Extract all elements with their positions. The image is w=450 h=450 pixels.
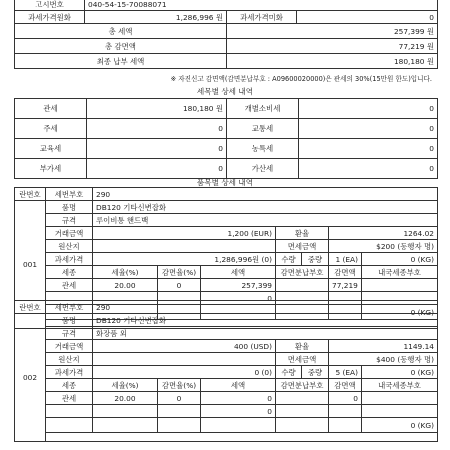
tax-label: 교육세 (15, 139, 87, 159)
tax-row-gambun (276, 418, 329, 433)
tax-label: 교통세 (227, 119, 299, 139)
tax-row-naegook (362, 405, 438, 418)
gwase-value: 0 (0) (93, 366, 276, 379)
hwan-label: 환율 (276, 227, 329, 240)
naegook-header: 내국세종부호 (362, 379, 438, 392)
jung-label: 중량 (302, 366, 329, 379)
ranno-value: 002 (15, 314, 46, 442)
tax-label: 부가세 (15, 159, 87, 179)
pum-label: 품명 (46, 201, 93, 214)
naegook-header: 내국세종부호 (362, 266, 438, 279)
tax-row-seyul (93, 405, 158, 418)
tax-row-sejong: 관세 (46, 279, 93, 292)
tax-row-naegook (362, 279, 438, 292)
tax-row-seaek: 0 (201, 292, 276, 305)
tax-value: 0 (87, 119, 227, 139)
tax-row-gamaek (329, 405, 362, 418)
gwase-label: 과세가격 (46, 366, 93, 379)
seyul-header: 세율(%) (93, 266, 158, 279)
tax-row-gamaek (329, 418, 362, 433)
gyu-label: 규격 (46, 327, 93, 340)
tax-row-sejong (46, 418, 93, 433)
hwan-label: 환율 (276, 340, 329, 353)
pum-value: DB120 기타신변잡화 (93, 201, 438, 214)
tax-detail-title: 세목별 상세 내역 (196, 87, 254, 96)
notice-label: 고시번호 (15, 0, 85, 11)
seaek-header: 세액 (201, 379, 276, 392)
hwan-value: 1149.14 (329, 340, 438, 353)
sebun-label: 세번부호 (46, 301, 93, 314)
tax-row-naegook: 0 (KG) (362, 418, 438, 433)
tax-value: 180,180 원 (87, 99, 227, 119)
suryang-label: 수량 (276, 253, 302, 266)
tax-row-naegook (362, 392, 438, 405)
gamaek-header: 감면액 (329, 266, 362, 279)
seaek-header: 세액 (201, 266, 276, 279)
tax-value: 0 (87, 159, 227, 179)
tax-row-seyul (93, 418, 158, 433)
gwase-label: 과세가격 (46, 253, 93, 266)
tax-row-gamyul: 0 (158, 392, 201, 405)
tax-row-sejong (46, 405, 93, 418)
won-value (93, 240, 276, 253)
georae-label: 거래금액 (46, 227, 93, 240)
tax-row-seaek: 0 (201, 405, 276, 418)
gwase-value: 1,286,996원 (0) (93, 253, 276, 266)
tax-row-sejong: 관세 (46, 392, 93, 405)
taxable-krw-value: 1,286,996 원 (85, 11, 227, 24)
ranno-header: 란번호 (15, 188, 46, 201)
item-table-002 (14, 300, 438, 442)
tax-label: 가산세 (227, 159, 299, 179)
tax-value: 0 (299, 119, 438, 139)
myeon-value: $400 (동행자 명) (329, 353, 438, 366)
tax-value: 0 (299, 159, 438, 179)
total-reduction-label: 총 감면액 (15, 39, 227, 54)
georae-label: 거래금액 (46, 340, 93, 353)
gamaek-header: 감면액 (329, 379, 362, 392)
total-tax-value: 257,399 원 (227, 24, 438, 39)
gyu-label: 규격 (46, 214, 93, 227)
tax-label: 개별소비세 (227, 99, 299, 119)
tax-value: 0 (299, 99, 438, 119)
tax-row-seaek (201, 418, 276, 433)
item-spacer (46, 433, 438, 442)
sebun-value: 290 (93, 188, 438, 201)
gamyul-header: 감면율(%) (158, 266, 201, 279)
sebun-label: 세번부호 (46, 188, 93, 201)
tax-row-seyul: 20.00 (93, 392, 158, 405)
won-label: 원산지 (46, 353, 93, 366)
tax-value: 0 (299, 139, 438, 159)
myeon-label: 면세금액 (276, 353, 329, 366)
gyu-value: 화장품 외 (93, 327, 438, 340)
sejong-header: 세종 (46, 379, 93, 392)
suryang-value: 5 (EA) (329, 366, 362, 379)
total-tax-label: 총 세액 (15, 24, 227, 39)
tax-row-seyul: 20.00 (93, 279, 158, 292)
jung-value: 0 (KG) (362, 253, 438, 266)
jung-label: 중량 (302, 253, 329, 266)
jung-value: 0 (KG) (362, 366, 438, 379)
tax-detail-table (14, 98, 438, 179)
georae-value: 400 (USD) (93, 340, 276, 353)
final-tax-value: 180,180 원 (227, 54, 438, 69)
reduction-note: ※ 자진신고 감면액(감면분납부호 : A09600020000)은 관세의 30%(15만원 한도)입니다. (170, 75, 432, 83)
tax-row-gamyul (158, 405, 201, 418)
suryang-label: 수량 (276, 366, 302, 379)
gamyul-header: 감면율(%) (158, 379, 201, 392)
tax-label: 농특세 (227, 139, 299, 159)
pum-value: DB120 기타신변잡화 (93, 314, 438, 327)
tax-row-gambun (276, 279, 329, 292)
gyu-value: 루이비통 핸드백 (93, 214, 438, 227)
won-label: 원산지 (46, 240, 93, 253)
seyul-header: 세율(%) (93, 379, 158, 392)
pum-label: 품명 (46, 314, 93, 327)
items-detail-title: 품목별 상세 내역 (196, 178, 254, 187)
won-value (93, 353, 276, 366)
myeon-label: 면세금액 (276, 240, 329, 253)
notice-value: 040-54-15-70088071 (85, 0, 438, 11)
summary-table (14, 0, 438, 69)
tax-row-seaek: 0 (201, 392, 276, 405)
taxable-usd-label: 과세가격미화 (227, 11, 297, 24)
total-reduction-value: 77,219 원 (227, 39, 438, 54)
tax-row-seaek: 257,399 (201, 279, 276, 292)
final-tax-label: 최종 납부 세액 (15, 54, 227, 69)
tax-row-gamaek: 77,219 (329, 279, 362, 292)
tax-row-gamyul (158, 418, 201, 433)
tax-row-gambun (276, 405, 329, 418)
sejong-header: 세종 (46, 266, 93, 279)
tax-value: 0 (87, 139, 227, 159)
tax-label: 주세 (15, 119, 87, 139)
gambun-header: 감면분납부호 (276, 379, 329, 392)
taxable-krw-label: 과세가격원화 (15, 11, 85, 24)
tax-row-gamaek: 0 (329, 392, 362, 405)
ranno-value: 001 (15, 201, 46, 329)
georae-value: 1,200 (EUR) (93, 227, 276, 240)
suryang-value: 1 (EA) (329, 253, 362, 266)
sebun-value: 290 (93, 301, 438, 314)
tax-label: 관세 (15, 99, 87, 119)
gambun-header: 감면분납부호 (276, 266, 329, 279)
myeon-value: $200 (동행자 명) (329, 240, 438, 253)
tax-row-gambun (276, 392, 329, 405)
ranno-header: 란번호 (15, 301, 46, 314)
hwan-value: 1264.02 (329, 227, 438, 240)
taxable-usd-value: 0 (297, 11, 438, 24)
tax-row-naegook: 0 (KG) (362, 305, 438, 320)
tax-row-gamyul: 0 (158, 279, 201, 292)
